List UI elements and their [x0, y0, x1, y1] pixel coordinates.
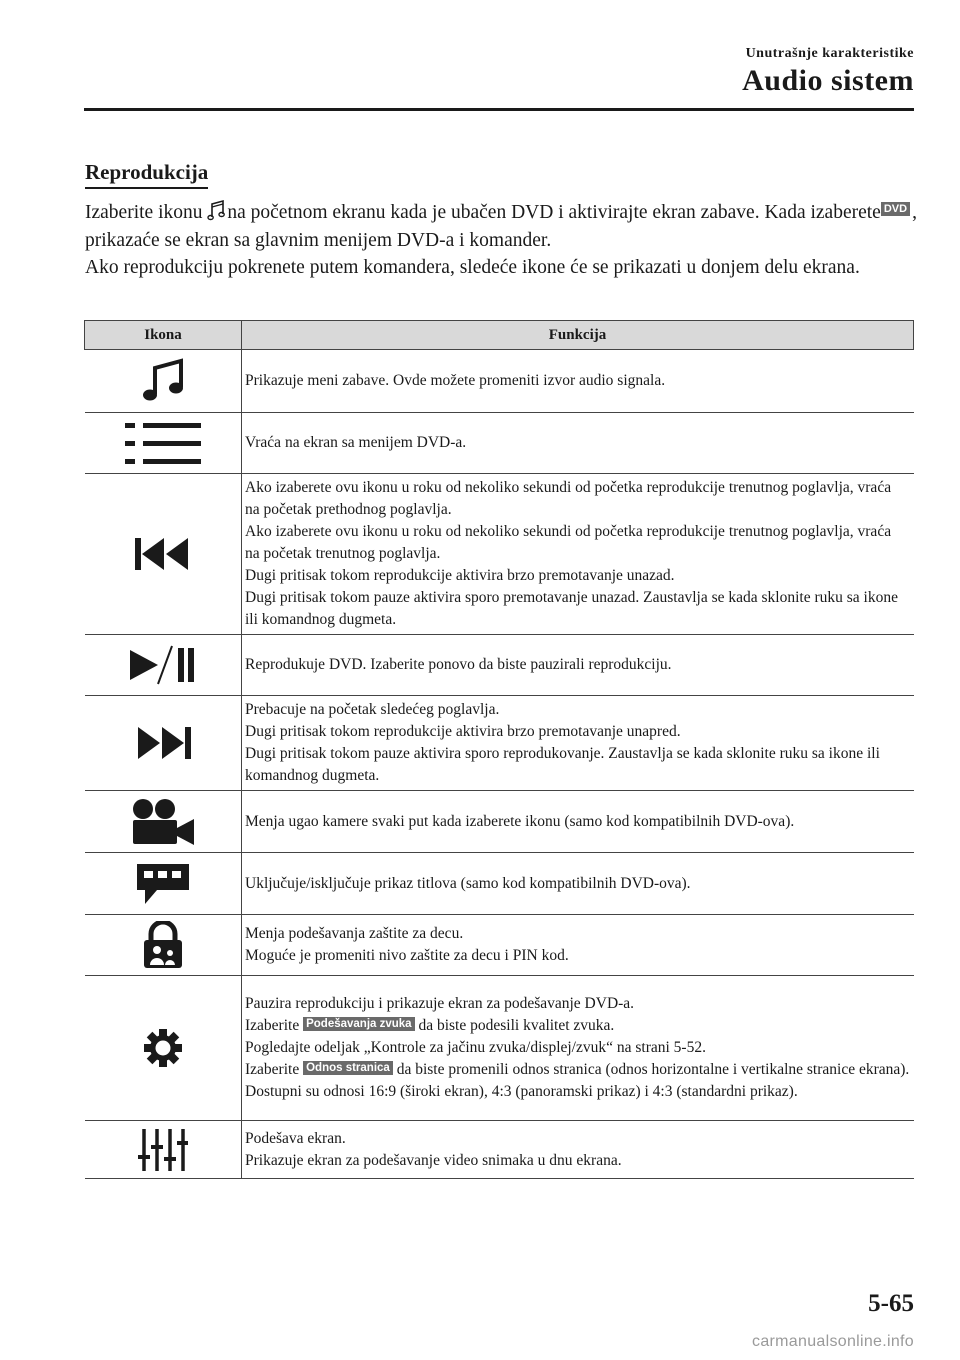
equalizer-icon	[85, 1121, 242, 1179]
dvd-button-chip: DVD	[881, 202, 910, 216]
table-row	[85, 350, 914, 413]
intro-paragraph-2: Ako reprodukciju pokrenete putem komandera, sledeće ikone će se prikazati u donjem delu ekrana.	[85, 257, 860, 278]
description-line: Ako izaberete ovu ikonu u roku od nekoliko sekundi od početka reprodukcije trenutnog poglavlja, vraća na početak prethodnog poglavlja.	[245, 479, 892, 518]
row-description	[242, 1121, 914, 1179]
subsection-heading: Reprodukcija	[85, 160, 208, 189]
description-line	[245, 1015, 910, 1037]
function-table	[84, 320, 914, 1179]
row-description	[242, 474, 914, 635]
subtitles-icon	[85, 853, 242, 915]
skip-back-icon	[85, 474, 242, 635]
text-fragment: Izaberite	[245, 1061, 304, 1078]
play-pause-icon	[85, 635, 242, 696]
description-line: Ako izaberete ovu ikonu u roku od nekoliko sekundi od početka reprodukcije trenutnog poglavlja, vraća na početak trenutnog poglavlja.	[245, 523, 892, 562]
description-line: Podešava ekran.	[245, 1129, 346, 1147]
intro-text-part: Izaberite ikonu	[85, 202, 208, 223]
text-fragment: da biste podesili kvalitet zvuka.	[414, 1017, 615, 1034]
table-row	[85, 1121, 914, 1179]
table-row	[85, 474, 914, 635]
menu-list-icon	[85, 413, 242, 474]
table-row	[85, 853, 914, 915]
description-line: Reprodukuje DVD. Izaberite ponovo da biste pauzirali reprodukciju.	[245, 656, 672, 673]
row-description	[242, 350, 914, 413]
music-note-icon	[85, 350, 242, 413]
description-line: Dugi pritisak tokom pauze aktivira sporo premotavanje unazad. Zaustavlja se kada sklonite ruku sa ikone ili komandnog dugmeta.	[245, 589, 898, 628]
parental-lock-icon	[85, 915, 242, 976]
header-icon: Ikona	[85, 321, 242, 350]
description-line: Dugi pritisak tokom pauze aktivira sporo reprodukovanje. Zaustavlja se kada sklonite ruku sa ikone ili komandnog dugmeta.	[245, 745, 880, 784]
table-row	[85, 976, 914, 1121]
intro-text	[85, 199, 917, 282]
section-title: Audio sistem	[742, 64, 914, 97]
table-row	[85, 915, 914, 976]
description-line: Dugi pritisak tokom reprodukcije aktivira brzo premotavanje unapred.	[245, 723, 681, 740]
row-description	[242, 413, 914, 474]
description-line: Pauzira reprodukciju i prikazuje ekran za podešavanje DVD-a.	[245, 995, 635, 1012]
page-number: 5-65	[868, 1290, 914, 1317]
description-line	[245, 1059, 910, 1103]
chapter-title: Unutrašnje karakteristike	[745, 46, 914, 61]
intro-text-part: , prikazaće se ekran sa glavnim menijem DVD-a i komander.	[85, 202, 917, 251]
skip-forward-icon	[85, 696, 242, 791]
description-line: Dugi pritisak tokom reprodukcije aktivira brzo premotavanje unazad.	[245, 567, 675, 584]
description-line: Menja ugao kamere svaki put kada izaberete ikonu (samo kod kompatibilnih DVD-ova).	[245, 812, 795, 830]
table-row	[85, 635, 914, 696]
description-line: Menja podešavanja zaštite za decu.	[245, 925, 464, 942]
row-description	[242, 696, 914, 791]
description-line: Pogledajte odeljak „Kontrole za jačinu zvuka/displej/zvuk“ na strani 5-52.	[245, 1039, 706, 1056]
gear-icon	[85, 976, 242, 1121]
description-line: Moguće je promeniti nivo zaštite za decu i PIN kod.	[245, 947, 569, 964]
aspect-ratio-chip: Odnos stranica	[303, 1061, 393, 1075]
description-line: Vraća na ekran sa menijem DVD-a.	[245, 434, 467, 451]
description-line: Prikazuje meni zabave. Ovde možete promeniti izvor audio signala.	[245, 372, 666, 389]
table-row	[85, 413, 914, 474]
entertainment-icon	[207, 199, 227, 223]
row-description	[242, 791, 914, 853]
text-fragment: da biste promenili odnos stranica (odnos horizontalne i vertikalne stranice ekrana). Dostupni su odnosi 16:9 (široki ekran), 4:3 (panoramski prikaz) i 4:3 (standardni prikaz).	[245, 1061, 910, 1100]
description-line: Prebacuje na početak sledećeg poglavlja.	[245, 701, 500, 718]
description-line: Prikazuje ekran za podešavanje video snimaka u dnu ekrana.	[245, 1151, 622, 1169]
row-description	[242, 915, 914, 976]
row-description	[242, 853, 914, 915]
camera-angle-icon	[85, 791, 242, 853]
description-line: Uključuje/isključuje prikaz titlova (samo kod kompatibilnih DVD-ova).	[245, 874, 691, 892]
table-row	[85, 696, 914, 791]
row-description	[242, 976, 914, 1121]
sound-settings-chip: Podešavanja zvuka	[303, 1017, 414, 1031]
table-header-row	[85, 321, 914, 350]
watermark-text: carmanualsonline.info	[752, 1333, 914, 1350]
header-function: Funkcija	[242, 321, 914, 350]
intro-paragraph-1	[85, 199, 917, 254]
intro-text-part: na početnom ekranu kada je ubačen DVD i aktivirajte ekran zabave. Kada izaberete	[227, 202, 881, 223]
table-row	[85, 791, 914, 853]
row-description	[242, 635, 914, 696]
text-fragment: Izaberite	[245, 1017, 304, 1034]
header-divider	[84, 108, 914, 111]
